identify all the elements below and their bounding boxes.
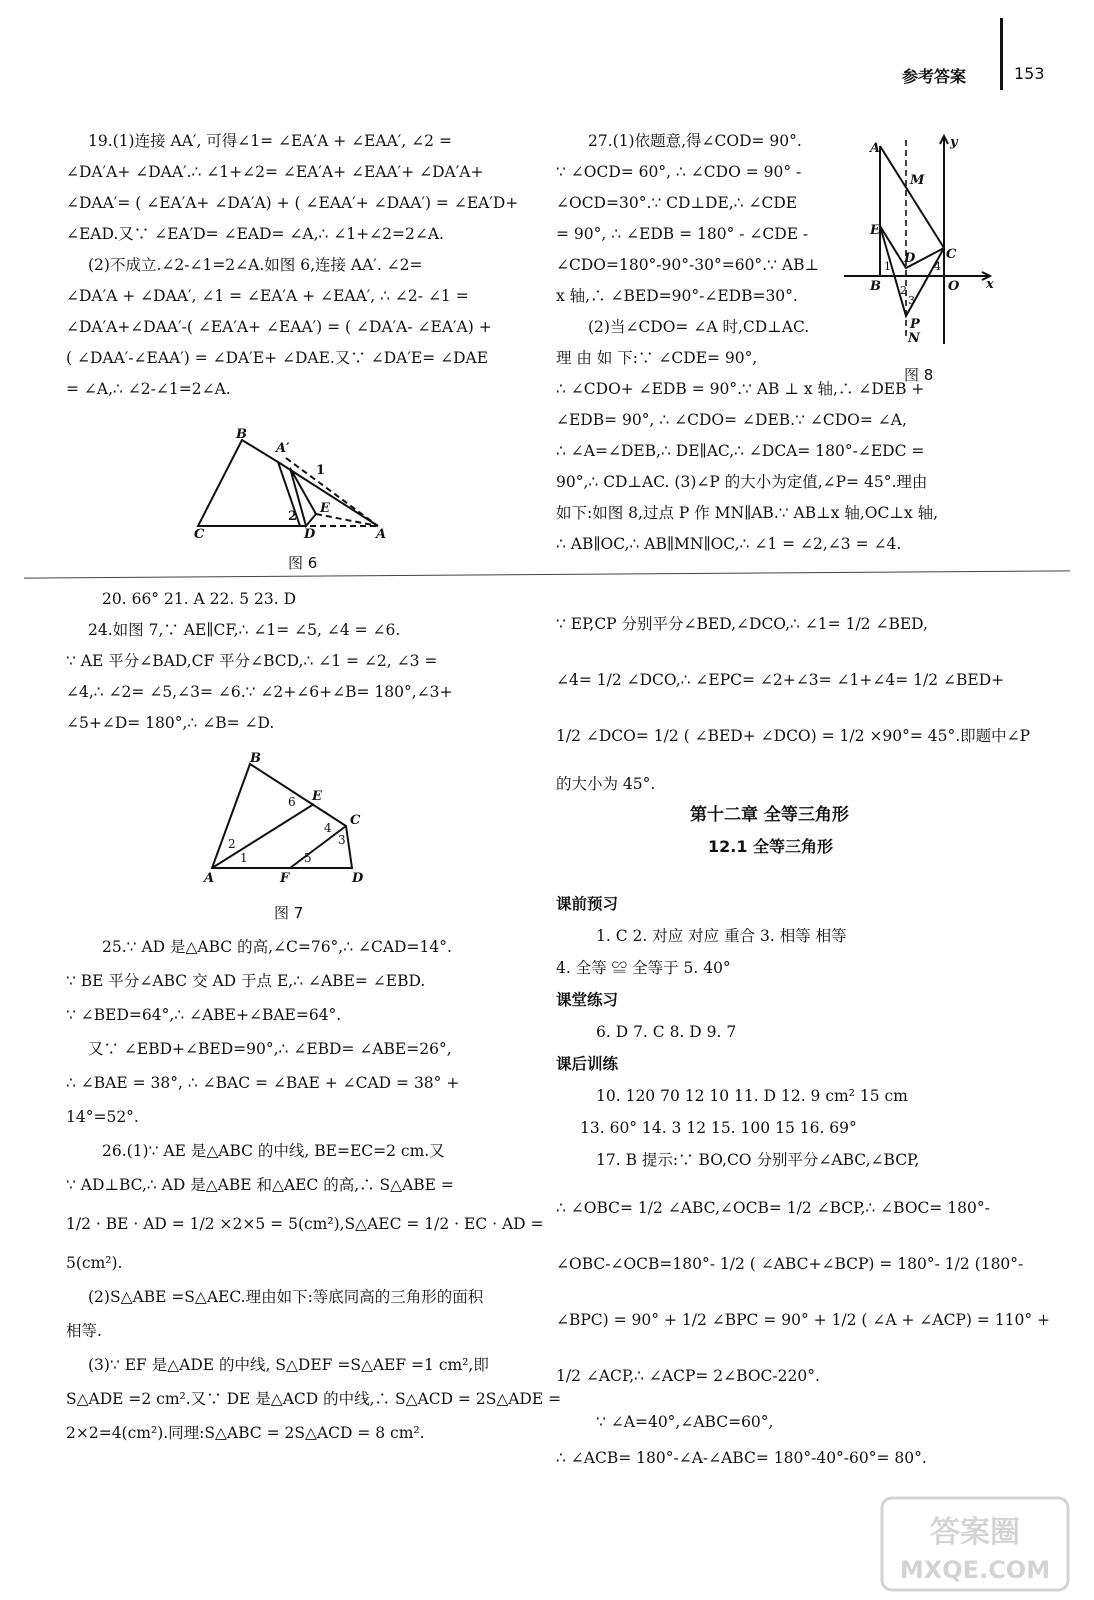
svg-text:2: 2 [900, 284, 907, 297]
svg-text:A: A [204, 871, 215, 886]
svg-text:4: 4 [324, 821, 332, 835]
text-line: 2×2=4(cm²).同理:S△ABC = 2S△ACD = 8 cm². [66, 1424, 425, 1442]
svg-text:B: B [250, 751, 261, 766]
text-line: 10. 120 70 12 10 11. D 12. 9 cm² 15 cm [596, 1087, 908, 1105]
svg-text:1: 1 [884, 260, 891, 273]
figure-6-caption: 图 6 [288, 554, 318, 572]
text-line: ∵ ∠BED=64°,∴ ∠ABE+∠BAE=64°. [66, 1006, 342, 1024]
left-column-q19 [66, 126, 519, 405]
text-line: ∵ AE 平分∠BAD,CF 平分∠BCD,∴ ∠1 = ∠2, ∠3 = [66, 652, 438, 670]
text-line: ∠4= 1/2 ∠DCO,∴ ∠EPC= ∠2+∠3= ∠1+∠4= 1/2 ∠BED+ [556, 671, 1005, 689]
svg-text:x: x [986, 277, 994, 292]
text-line: = 90°, ∴ ∠EDB = 180° - ∠CDE - [556, 225, 809, 243]
watermark-logo [880, 1496, 1070, 1592]
svg-text:A: A [870, 141, 881, 156]
text-line: 6. D 7. C 8. D 9. 7 [596, 1023, 737, 1041]
svg-text:3: 3 [338, 833, 346, 847]
scan-fold-line [24, 570, 1070, 578]
text-line: 14°=52°. [66, 1108, 139, 1126]
text-line: = ∠A,∴ ∠2-∠1=2∠A. [66, 380, 231, 398]
figure-7-caption: 图 7 [274, 904, 304, 922]
header-title: 参考答案 [902, 67, 967, 86]
svg-text:A: A [376, 527, 387, 540]
text-line: ∵ BE 平分∠ABC 交 AD 于点 E,∴ ∠ABE= ∠EBD. [66, 972, 426, 990]
text-line: ∠CDO=180°-90°-30°=60°.∵ AB⊥ [556, 256, 820, 274]
text-line: ∴ ∠CDO+ ∠EDB = 90°.∵ AB ⊥ x 轴,∴ ∠DEB + [556, 380, 925, 398]
pre-study-label: 课前预习 [556, 895, 619, 913]
figure-8-caption: 图 8 [904, 366, 934, 384]
svg-text:2: 2 [228, 837, 236, 851]
text-line: ∴ ∠OBC= 1/2 ∠ABC,∠OCB= 1/2 ∠BCP,∴ ∠BOC= 180°- [556, 1199, 990, 1217]
figure-6 [180, 428, 400, 540]
svg-text:B: B [870, 279, 881, 294]
right-column-q27 [556, 126, 846, 374]
svg-text:答案圈: 答案圈 [930, 1515, 1020, 1550]
text-line: ∵ EP,CP 分别平分∠BED,∠DCO,∴ ∠1= 1/2 ∠BED, [556, 615, 928, 633]
chapter-title: 第十二章 全等三角形 [690, 805, 849, 825]
figure-7 [200, 750, 380, 890]
text-line: 又∵ ∠EBD+∠BED=90°,∴ ∠EBD= ∠ABE=26°, [88, 1040, 452, 1058]
svg-text:D: D [304, 527, 316, 540]
svg-text:C: C [946, 247, 957, 262]
text-line: 1/2 ∠ACP,∴ ∠ACP= 2∠BOC-220°. [556, 1367, 820, 1385]
text-line: ∠EAD.又∵ ∠EA′D= ∠EAD= ∠A,∴ ∠1+∠2=2∠A. [66, 225, 444, 243]
svg-text:D: D [352, 871, 364, 886]
svg-text:A′: A′ [276, 441, 290, 456]
text-line: (2)S△ABE =S△AEC.理由如下:等底同高的三角形的面积 [88, 1288, 484, 1306]
left-column-q20-24 [66, 584, 516, 739]
text-line: 相等. [66, 1322, 102, 1340]
text-line: ∵ AD⊥BC,∴ AD 是△ABE 和△AEC 的高,∴ S△ABE = [66, 1176, 454, 1194]
text-line: ∠BPC) = 90° + 1/2 ∠BPC = 90° + 1/2 ( ∠A + ∠ACP) = 110° + [556, 1311, 1051, 1329]
header-rule [1000, 18, 1003, 90]
text-line: ∴ ∠A=∠DEB,∴ DE∥AC,∴ ∠DCA= 180°-∠EDC = [556, 442, 925, 460]
text-line: ∴ AB∥OC,∴ AB∥MN∥OC,∴ ∠1 = ∠2,∠3 = ∠4. [556, 535, 902, 553]
text-line: 90°,∴ CD⊥AC. (3)∠P 的大小为定值,∠P= 45°.理由 [556, 473, 928, 491]
svg-text:5: 5 [304, 851, 312, 865]
figure-8 [840, 130, 1000, 350]
text-line: ∵ ∠OCD= 60°, ∴ ∠CDO = 90° - [556, 163, 802, 181]
text-line: ∠DA′A+∠DAA′-( ∠EA′A+ ∠EAA′) = ( ∠DA′A- ∠EA′A) + [66, 318, 492, 336]
svg-text:E: E [870, 223, 880, 238]
svg-text:4: 4 [934, 260, 941, 273]
text-line: 20. 66° 21. A 22. 5 23. D [102, 590, 297, 608]
svg-text:1: 1 [316, 463, 326, 478]
text-line: S△ADE =2 cm².又∵ DE 是△ACD 的中线,∴ S△ACD = 2S△ADE = [66, 1390, 562, 1408]
text-line: 19.(1)连接 AA′, 可得∠1= ∠EA′A + ∠EAA′, ∠2 = [88, 132, 452, 150]
svg-text:C: C [350, 813, 361, 828]
text-line: ∠OBC-∠OCB=180°- 1/2 ( ∠ABC+∠BCP) = 180°- 1/2 (180°- [556, 1255, 1024, 1273]
svg-text:1: 1 [240, 851, 248, 865]
svg-text:2: 2 [288, 509, 298, 524]
text-line: ∠DAA′= ( ∠EA′A+ ∠DA′A) + ( ∠EAA′+ ∠DAA′) = ∠EA′D+ [66, 194, 519, 212]
text-line: 26.(1)∵ AE 是△ABC 的中线, BE=EC=2 cm.又 [102, 1142, 445, 1160]
text-line: ∠EDB= 90°, ∴ ∠CDO= ∠DEB.∵ ∠CDO= ∠A, [556, 411, 907, 429]
svg-text:3: 3 [908, 294, 915, 307]
svg-text:O: O [948, 279, 960, 294]
svg-text:N: N [908, 331, 920, 346]
text-line: ∵ ∠A=40°,∠ABC=60°, [596, 1413, 774, 1431]
text-line: ∠4,∴ ∠2= ∠5,∠3= ∠6.∵ ∠2+∠6+∠B= 180°,∠3+ [66, 683, 453, 701]
text-line: 5(cm²). [66, 1254, 123, 1272]
text-line: 1. C 2. 对应 对应 重合 3. 相等 相等 [596, 927, 847, 945]
left-column-q25-26 [66, 930, 562, 1450]
after-class-label: 课后训练 [556, 1055, 619, 1073]
text-line: ( ∠DAA′-∠EAA′) = ∠DA′E+ ∠DAE.又∵ ∠DA′E= ∠DAE [66, 349, 489, 367]
text-line: ∠OCD=30°.∵ CD⊥DE,∴ ∠CDE [556, 194, 798, 212]
text-line: ∠5+∠D= 180°,∴ ∠B= ∠D. [66, 714, 275, 732]
text-line: 24.如图 7,∵ AE∥CF,∴ ∠1= ∠5, ∠4 = ∠6. [88, 621, 401, 639]
text-line: 27.(1)依题意,得∠COD= 90°. [588, 132, 802, 150]
svg-text:E: E [312, 789, 322, 804]
svg-text:B: B [236, 428, 247, 442]
page-number: 153 [1014, 64, 1045, 83]
text-line: (3)∵ EF 是△ADE 的中线, S△DEF =S△AEF =1 cm²,即 [88, 1356, 489, 1374]
svg-text:C: C [194, 527, 205, 540]
text-line: 13. 60° 14. 3 12 15. 100 15 16. 69° [580, 1119, 857, 1137]
text-line: 25.∵ AD 是△ABC 的高,∠C=76°,∴ ∠CAD=14°. [102, 938, 452, 956]
text-line: 4. 全等 ≌ 全等于 5. 40° [556, 959, 731, 977]
svg-text:MXQE.COM: MXQE.COM [899, 1556, 1051, 1584]
text-line: ∴ ∠BAE = 38°, ∴ ∠BAC = ∠BAE + ∠CAD = 38° + [66, 1074, 460, 1092]
svg-text:F: F [280, 871, 290, 886]
text-line: 理 由 如 下:∵ ∠CDE= 90°, [556, 349, 758, 367]
svg-text:P: P [910, 317, 920, 332]
class-practice-label: 课堂练习 [556, 991, 619, 1009]
right-column-q27-fractions [556, 596, 1031, 804]
text-line: 17. B 提示:∵ BO,CO 分别平分∠ABC,∠BCP, [596, 1151, 920, 1169]
text-line: 1/2 ∠DCO= 1/2 ( ∠BED+ ∠DCO) = 1/2 ×90°= 45°.即题中∠P [556, 727, 1031, 745]
section-title: 12.1 全等三角形 [708, 837, 834, 856]
text-line: (2)不成立.∠2-∠1=2∠A.如图 6,连接 AA′. ∠2= [88, 256, 423, 274]
svg-text:E: E [320, 501, 330, 516]
text-line: 如下:如图 8,过点 P 作 MN∥AB.∵ AB⊥x 轴,OC⊥x 轴, [556, 504, 939, 522]
text-line: ∴ ∠ACB= 180°-∠A-∠ABC= 180°-40°-60°= 80°. [556, 1449, 927, 1467]
practice-answers [556, 888, 1006, 1176]
right-column-q27-cont [556, 374, 1006, 560]
text-line: ∠DA′A + ∠DAA′, ∠1 = ∠EA′A + ∠EAA′, ∴ ∠2- ∠1 = [66, 287, 469, 305]
text-line: 1/2 · BE · AD = 1/2 ×2×5 = 5(cm²),S△AEC = 1/2 · EC · AD = [66, 1215, 544, 1233]
svg-text:M: M [910, 173, 925, 188]
text-line: ∠DA′A+ ∠DAA′.∴ ∠1+∠2= ∠EA′A+ ∠EAA′+ ∠DA′A+ [66, 163, 484, 181]
text-line: 的大小为 45°. [556, 775, 656, 793]
svg-text:D: D [904, 251, 916, 266]
svg-text:6: 6 [288, 795, 296, 809]
text-line: x 轴,∴ ∠BED=90°-∠EDB=30°. [556, 287, 798, 305]
q17-solution [556, 1180, 1051, 1476]
svg-text:y: y [950, 135, 958, 150]
text-line: (2)当∠CDO= ∠A 时,CD⊥AC. [588, 318, 810, 336]
